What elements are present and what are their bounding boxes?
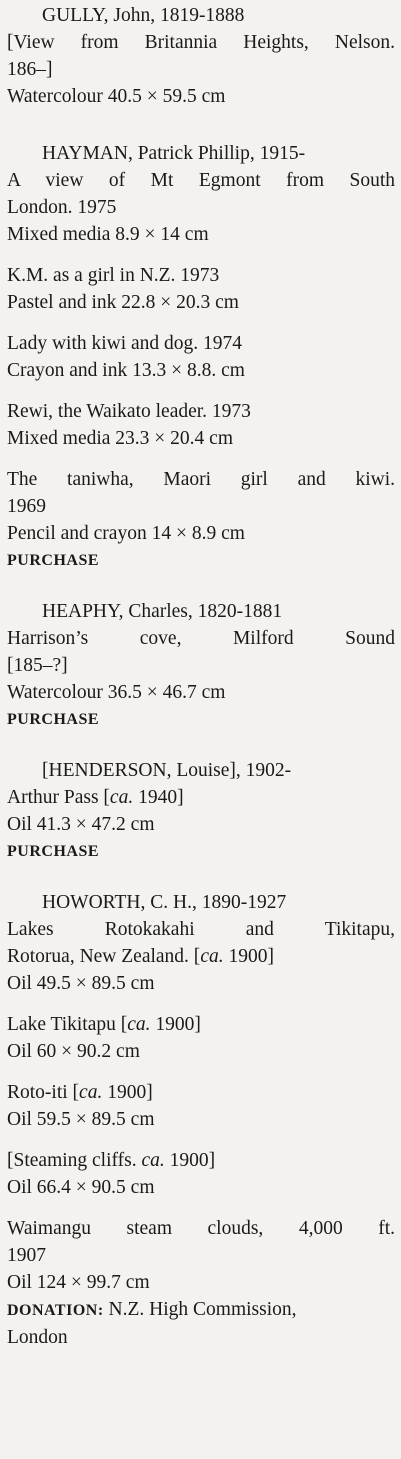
entry-medium-dimensions: Pastel and ink 22.8 × 20.3 cm (7, 292, 239, 313)
entry-title-line: London. 1975 (7, 197, 117, 218)
acquisition-label: PURCHASE (7, 552, 100, 569)
entry-title-line: 186–] (7, 59, 53, 80)
entry-medium-dimensions: Watercolour 40.5 × 59.5 cm (7, 86, 226, 107)
entry-title-line: Harrison’s cove, Milford Sound (7, 628, 395, 649)
entry-title-line: Rotorua, New Zealand. [ca. 1900] (7, 946, 274, 967)
entry-medium-dimensions: Oil 66.4 × 90.5 cm (7, 1177, 155, 1198)
acquisition-label: DONATION: (7, 1302, 104, 1319)
entry-medium-dimensions: Crayon and ink 13.3 × 8.8. cm (7, 360, 245, 381)
entry-title-line: K.M. as a girl in N.Z. 1973 (7, 265, 220, 286)
entry-medium-dimensions: Pencil and crayon 14 × 8.9 cm (7, 523, 245, 544)
entry-title-line: Lady with kiwi and dog. 1974 (7, 333, 243, 354)
acquisition-label: PURCHASE (7, 843, 100, 860)
entry-title-line: A view of Mt Egmont from South (7, 170, 395, 191)
entry-title-line: Lake Tikitapu [ca. 1900] (7, 1014, 201, 1035)
entry-title-line: 1907 (7, 1245, 46, 1266)
entry-medium-dimensions: Oil 60 × 90.2 cm (7, 1041, 140, 1062)
entry-heading-howorth: HOWORTH, C. H., 1890-1927 (42, 892, 287, 913)
entry-title-line: [View from Britannia Heights, Nelson. (7, 32, 395, 53)
circa-abbrev: ca. (109, 787, 134, 808)
donor-name-continued: London (7, 1327, 68, 1348)
entry-title-line: The taniwha, Maori girl and kiwi. (7, 469, 395, 490)
entry-title-line: Lakes Rotokakahi and Tikitapu, (7, 919, 395, 940)
entry-heading-henderson: [HENDERSON, Louise], 1902- (42, 760, 292, 781)
circa-abbrev: ca. (141, 1150, 165, 1171)
entry-heading-gully: GULLY, John, 1819-1888 (42, 5, 245, 26)
entry-title-line: Roto-iti [ca. 1900] (7, 1082, 153, 1103)
entry-medium-dimensions: Watercolour 36.5 × 46.7 cm (7, 682, 226, 703)
entry-title-line: [Steaming cliffs. ca. 1900] (7, 1150, 216, 1171)
circa-abbrev: ca. (79, 1082, 103, 1103)
entry-medium-dimensions: Oil 49.5 × 89.5 cm (7, 973, 155, 994)
entry-title-line: Arthur Pass [ca. 1940] (7, 787, 184, 808)
entry-medium-dimensions: Oil 59.5 × 89.5 cm (7, 1109, 155, 1130)
entry-title-line: Waimangu steam clouds, 4,000 ft. (7, 1218, 395, 1239)
entry-title-line: [185–?] (7, 655, 68, 676)
entry-medium-dimensions: Mixed media 23.3 × 20.4 cm (7, 428, 234, 449)
donation-line (7, 1296, 395, 1324)
entry-title-line: Rewi, the Waikato leader. 1973 (7, 401, 251, 422)
entry-medium-dimensions: Oil 41.3 × 47.2 cm (7, 814, 155, 835)
acquisition-label: PURCHASE (7, 711, 100, 728)
entry-medium-dimensions: Oil 124 × 99.7 cm (7, 1272, 150, 1293)
entry-heading-hayman: HAYMAN, Patrick Phillip, 1915- (42, 143, 306, 164)
entry-medium-dimensions: Mixed media 8.9 × 14 cm (7, 224, 209, 245)
circa-abbrev: ca. (127, 1014, 151, 1035)
circa-abbrev: ca. (200, 946, 224, 967)
entry-heading-heaphy: HEAPHY, Charles, 1820-1881 (42, 601, 283, 622)
donor-name: N.Z. High Commission, (103, 1299, 297, 1320)
entry-title-line: 1969 (7, 496, 46, 517)
